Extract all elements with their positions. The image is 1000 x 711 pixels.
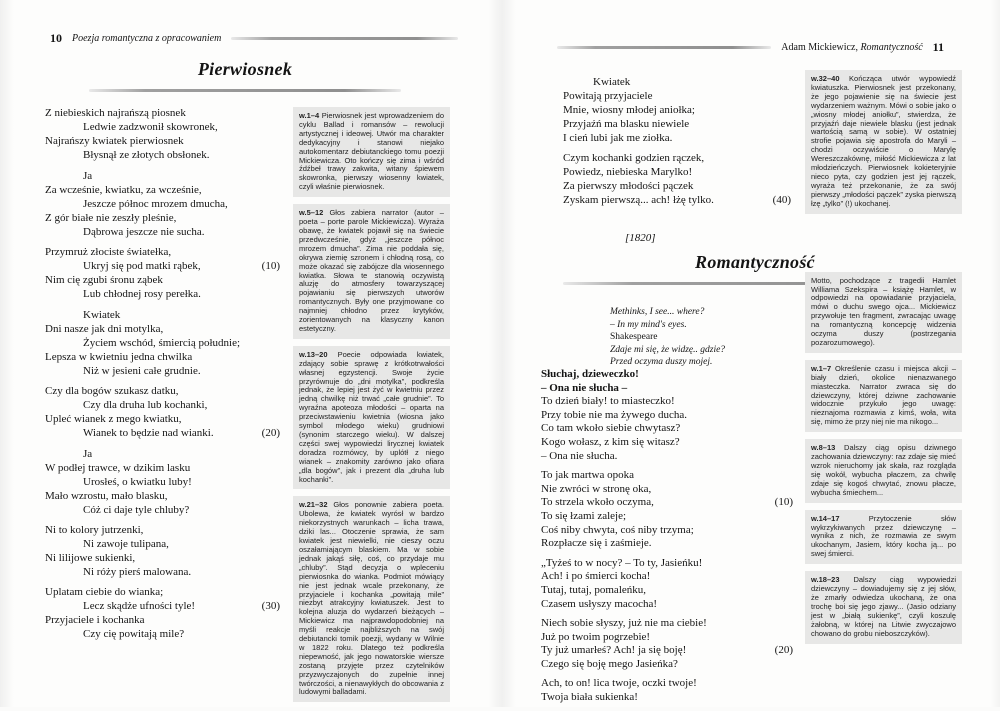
poem-line-text: Coś niby chwyta, coś niby trzyma; <box>541 523 694 536</box>
running-head-left <box>50 31 458 46</box>
poem-line <box>45 106 280 120</box>
stanza <box>563 151 791 207</box>
line-number: (10) <box>261 260 280 272</box>
poem-line <box>45 134 280 148</box>
poem-line-text: Wianek to będzie nad wianki. <box>83 427 214 439</box>
note-verse-ref: w.1–7 <box>811 363 836 373</box>
commentary-note <box>805 571 962 643</box>
poem-line-text: Za pierwszy młodości pączek <box>563 180 694 192</box>
poem-line <box>45 336 280 350</box>
note-verse-ref: w.32–40 <box>811 74 850 83</box>
poem-line <box>563 89 791 103</box>
commentary-note <box>805 360 962 432</box>
poem-line <box>45 384 280 398</box>
running-title-right <box>781 42 922 53</box>
stanza <box>45 106 280 162</box>
poem-line <box>541 450 793 464</box>
poem-line-text: Ni zawoje tulipana, <box>83 538 169 550</box>
poem-line <box>563 131 791 145</box>
poem-line <box>541 422 793 436</box>
poem-line-text: Ni to kolory jutrzenki, <box>45 524 144 536</box>
line-number: (20) <box>261 427 280 439</box>
speaker-label: Ja <box>83 448 93 460</box>
poem-line-text: W podłej trawce, w dzikim lasku <box>45 462 191 474</box>
poem-line <box>563 151 791 165</box>
commentary-note <box>293 107 450 197</box>
poem-line-text: Dąbrowa jeszcze nie sucha. <box>83 226 205 238</box>
running-head-right <box>557 40 944 55</box>
running-title-left: Poezja romantyczna z opracowaniem <box>72 33 222 44</box>
poem-line-text: To się łzami zaleje; <box>541 509 627 522</box>
note-text: Głos zabiera narrator (autor – poeta – porte parole Mickiewicza). Wyraża obawę, że kwiatek pojawił się na świecie przedwcześnie, gdyż „jeszcze północ mrozem dmucha”. Zima nie poddała się, okrywa ziemię szronem i chłodną rosą, co może okazać się zabójcze dla wiosennego kwiatka. Słowa te stanowią oczywistą aluzję do atmosfery towarzyszącej pojawianiu się pierwszych utworów romantycznych. Były one przyjmowane co najmniej chłodno przez krytyków, zorientowanych na klasyczny kanon estetyczny. <box>299 208 444 333</box>
poem-line-text: Twoja biała sukienka! <box>541 691 638 704</box>
speaker-label: Kwiatek <box>593 76 631 88</box>
poem-pierwiosnek-end <box>563 68 791 213</box>
stanza <box>45 585 280 641</box>
poem-line <box>45 211 280 225</box>
poem-line <box>541 584 793 598</box>
poem-romantycznosc <box>541 368 793 711</box>
note-verse-ref: w.21–32 <box>299 500 334 510</box>
poem-line-text: Zyskam pierwszą... ach! łżę tylko. <box>563 194 714 206</box>
poem-title-pierwiosnek: Pierwiosnek <box>197 59 293 79</box>
poem-line-text: „Tyżeś to w nocy? – To ty, Jasieńku! <box>541 556 703 569</box>
poem-line-text: Przyjaźń ma blasku niewiele <box>563 118 690 130</box>
motto-line: Zdaje mi się, że widzę.. gdzie? <box>610 344 726 355</box>
poem-line <box>45 364 280 378</box>
stanza <box>45 245 280 301</box>
poem-line <box>45 322 280 336</box>
poem-line-text: Ach! i po śmierci kocha! <box>541 570 651 583</box>
poem-line <box>45 565 280 579</box>
poem-line <box>45 273 280 287</box>
title-rule-left <box>89 89 401 92</box>
line-number: (20) <box>774 644 793 657</box>
motto-line: Methinks, I see... where? <box>610 307 705 317</box>
poem-line <box>541 677 793 691</box>
running-work: Romantyczność <box>860 42 923 53</box>
poem-line <box>541 598 793 612</box>
poem-line <box>541 368 793 382</box>
running-head-rule-left <box>231 37 458 40</box>
line-number: (10) <box>774 496 793 509</box>
poem-line <box>45 183 280 197</box>
page-fold <box>488 0 516 707</box>
poem-line <box>45 148 280 162</box>
poem-line-text: Kogo wołasz, z kim się witasz? <box>541 435 680 448</box>
poem-line-text: Z niebieskich najrańszą piosnek <box>45 107 186 119</box>
poem-line <box>45 503 280 517</box>
poem-title-romantycznosc: Romantyczność <box>695 252 815 272</box>
note-text: Dalszy ciąg opisu dziwnego zachowania dziewczyny: raz zdaje się mieć wzrok nieruchomy jak skała, raz rozgląda się wokół, wybucha płaczem, za chwilę zdaje się kogoś chwytać, znowu płacze, wybucha śmiechem... <box>811 443 956 497</box>
poem-line <box>541 617 793 631</box>
poem-line-text: Dni nasze jak dni motylka, <box>45 323 164 335</box>
poem-line <box>45 120 280 134</box>
note-verse-ref: w.18–23 <box>811 575 854 585</box>
poem-line-text: Przyjaciele i kochanka <box>45 614 145 626</box>
poem-line-text: Czy dla druha lub kochanki, <box>83 399 208 411</box>
poem-line <box>563 179 791 193</box>
poem-line-text: Nie zwróci w stronę oka, <box>541 482 652 495</box>
poem-line-text: Czym kochanki godzien rączek, <box>563 152 705 164</box>
poem-line <box>541 631 793 645</box>
left-page-edge-shadow <box>0 0 14 707</box>
commentary-note <box>293 496 450 702</box>
poem-line <box>45 197 280 211</box>
poem-line-text: Z gór białe nie zeszły pleśnie, <box>45 212 177 224</box>
poem-line-text: Rozpłacze się i zaśmieje. <box>541 537 652 550</box>
note-verse-ref: w.13–20 <box>299 349 338 359</box>
commentary-note <box>805 70 962 214</box>
poem-line-text: Ukryj się pod matki rąbek, <box>83 260 201 272</box>
poem-line <box>45 599 280 613</box>
poem-line <box>45 461 280 475</box>
poem-pierwiosnek <box>45 106 280 647</box>
stanza <box>45 447 280 517</box>
poem-line <box>541 436 793 450</box>
running-author: Adam Mickiewicz, <box>781 42 858 53</box>
poem-line <box>541 496 793 510</box>
poem-line-text: Lecz skądże ufności tyle! <box>83 600 196 612</box>
motto-line: Przed oczyma duszy mojej. <box>610 357 713 367</box>
poem-line-text: Ledwie zadzwonił skowronek, <box>83 121 218 133</box>
poem-line-text: Upleć wianek z mego kwiatku, <box>45 413 182 425</box>
poem-line-text: Przy tobie nie ma żywego ducha. <box>541 408 688 421</box>
commentary-column-right <box>805 70 962 651</box>
right-page-edge-shadow <box>990 0 1000 707</box>
poem-line-text: Przymruż złociste światełka, <box>45 246 172 258</box>
stanza <box>563 75 791 145</box>
commentary-note <box>293 346 450 490</box>
poem-line <box>541 382 793 396</box>
poem-line <box>541 483 793 497</box>
poem-line-text: To jak martwa opoka <box>541 469 635 482</box>
poem-line-text: Za wcześnie, kwiatku, za wcześnie, <box>45 184 202 196</box>
stanza <box>541 617 793 671</box>
poem-line <box>45 287 280 301</box>
note-text: Głos ponownie zabiera poeta. Ubolewa, że kwiatek wyrósł w bardzo niekorzystnych warunkach – licha trawa, dziki las... Otoczenie sprawia, że sam kwiatek jest niewielki, nie cieszy oczu oszałamiającym blaskiem. Ma w sobie jednak jakąś siłę, coś, co przydaje mu „chluby”. Stąd decyzja o wpleceniu pierwiosnka do wianka. Podmiot mówiący nie jest jednak wcale przekonany, że przyjaciele i kochanka „powitają mile” niezbyt atrakcyjny kwiatuszek. Jest to kolejna aluzja do wydarzeń bieżących – Mickiewicz ma najprawdopodobniej na myśli reakcje najbliższych na swój debiutancki tomik poezji, wydany w Wilnie w 1822 roku. Dlatego też podkreśla niepewność, jak jego nowatorskie wiersze zostaną przyjęte przez czytelników przyzwyczajonych do zupełnie innej twórczości, a nienawykłych do obcowania z ludowymi balladami. <box>299 500 444 697</box>
poem-line-text: Ach, to on! lica twoje, oczki twoje! <box>541 677 697 690</box>
page-number-right: 11 <box>932 40 944 54</box>
poem-motto <box>610 306 820 369</box>
poem-line-text: – Ona nie słucha. <box>541 449 618 462</box>
poem-line <box>45 426 280 440</box>
poem-line <box>541 691 793 705</box>
poem-line-text: Słuchaj, dzieweczko! <box>541 368 639 380</box>
line-number: (40) <box>772 194 791 206</box>
motto-line: – In my mind's eyes. <box>610 319 687 330</box>
poem-line-text: I cień lubi jak me ziołka. <box>563 132 673 144</box>
poem-line <box>45 523 280 537</box>
poem-line-text: – Ona nie słucha – <box>541 381 628 394</box>
poem-line <box>563 193 791 207</box>
stanza <box>45 384 280 440</box>
poem-line <box>45 412 280 426</box>
poem-line-text: Powitają przyjaciele <box>563 90 653 102</box>
poem-line <box>45 627 280 641</box>
poem-line <box>563 117 791 131</box>
poem-line <box>45 489 280 503</box>
poem-line <box>541 524 793 538</box>
poem-line-text: Najrańszy kwiatek pierwiosnek <box>45 135 184 147</box>
note-text: Pierwiosnek jest wprowadzeniem do cyklu Ballad i romansów – rewolucji artystycznej i ideowej. Utwór ma charakter dedykacyjny i stanowi niejako autokomentarz debiutanckiego tomu poezji Mickiewicza. Oto kończy się zima i wśród źdźbeł trawy zakwita, witany śpiewem skowronka, pierwszy wiosenny kwiatek, czyli właśnie pierwiosnek. <box>299 111 444 192</box>
note-verse-ref: w.5–12 <box>299 208 330 218</box>
stanza <box>45 523 280 579</box>
poem-line-text: Mnie, wiosny młodej aniołka; <box>563 104 695 116</box>
poem-line-text: Czy dla bogów szukasz datku, <box>45 385 179 397</box>
speaker-label: Kwiatek <box>83 309 121 321</box>
note-verse-ref: w.14–17 <box>811 513 869 523</box>
page-number-left: 10 <box>50 31 62 45</box>
poem-line-text: Tutaj, tutaj, pomaleńku, <box>541 583 647 596</box>
poem-line <box>45 585 280 599</box>
poem-line-text: Niech sobie słyszy, już nie ma ciebie! <box>541 617 707 630</box>
commentary-note <box>293 204 450 339</box>
note-text: Motto, pochodzące z tragedii Hamlet Williama Szekspira – książę Hamlet, w odpowiedzi na opowiadanie przyjaciela, mówi o duchu swego ojca... Mickiewicz przywołuje ten fragment, zwracając uwagę na romantyczną koncepcję widzenia oczyma duszy (postrzegania pozarozumowego). <box>811 275 956 347</box>
poem-line <box>45 475 280 489</box>
poem-line-text: Ni lilijowe sukienki, <box>45 552 136 564</box>
stanza <box>541 557 793 611</box>
poem-line <box>541 537 793 551</box>
motto-line: Shakespeare <box>610 332 658 342</box>
poem-line <box>45 245 280 259</box>
poem-line <box>541 409 793 423</box>
commentary-note <box>805 272 962 353</box>
poem-line-text: To strzela wkoło oczyma, <box>541 496 654 509</box>
poem-title-block-left <box>0 59 490 92</box>
commentary-note <box>805 439 962 502</box>
poem-line-text: Niż w jesieni całe grudnie. <box>83 365 201 377</box>
commentary-column-left <box>293 107 450 709</box>
poem-line-text: Mało wzrostu, mało blasku, <box>45 490 168 502</box>
stanza <box>541 469 793 551</box>
poem-line <box>45 350 280 364</box>
poem-line <box>45 225 280 239</box>
poem-line-text: Jeszcze północ mrozem dmucha, <box>83 198 228 210</box>
poem-line-text: Życiem wschód, śmiercią południe; <box>83 337 241 349</box>
poem-line <box>541 395 793 409</box>
stanza <box>541 677 793 704</box>
poem-line-text: Już po twoim pogrzebie! <box>541 630 651 643</box>
note-verse-ref: w.1–4 <box>299 111 322 120</box>
stanza <box>541 368 793 463</box>
poem-line-text: Uplatam ciebie do wianka; <box>45 586 164 598</box>
running-head-rule-right <box>557 46 771 49</box>
note-text: Przytoczenie słów wykrzykiwanych przez dziewczynę – wynika z nich, że rozmawia ze swym ukochanym, Jasiem, który kocha ją... po swej śmierci. <box>811 513 956 559</box>
stanza <box>45 169 280 239</box>
note-text: Kończąca utwór wypowiedź kwiatuszka. Pierwiosnek jest przekonany, że jego pojawienie się na świecie jest wydarzeniem ważnym. Mówi o sobie jako o „wiosny młodej aniołku”, stwierdza, że przyjaźń daje niewiele blasku (jest jednak wartością samą w sobie). W ostatniej strofie pojawia się apostrofa do Maryli – chodzi oczywiście o Marylę Wereszczakównę, miłość Mickiewicza z lat młodzieńczych. Pierwiosnek kokieteryjnie nieco pyta, czy godzien jest jej rączek, wyraża też przekonanie, że za swój pierwszy „młodości pączek” zyska pierwszą łzę „tylko” (!) ukochanej. <box>811 74 956 208</box>
poem-line-text: Czego się boję mego Jasieńka? <box>541 657 678 670</box>
poem-line <box>45 259 280 273</box>
poem-line <box>45 398 280 412</box>
poem-line <box>541 570 793 584</box>
poem-line-text: Ni róży pierś malowana. <box>83 566 192 578</box>
poem-line-text: Błysnął ze złotych obsłonek. <box>83 149 210 161</box>
poem-line <box>45 551 280 565</box>
line-number: (30) <box>261 600 280 612</box>
poem-line-text: Ty już umarłeś? Ach! ja się boję! <box>541 644 687 657</box>
poem-line <box>45 613 280 627</box>
note-text: Określenie czasu i miejsca akcji – biały dzień, okolice nienazwanego miasteczka. Narrator zwraca się do dziewczyny, której dziwne zachowanie widocznie przykuło jego uwagę: nieznajoma rozmawia z kimś, woła, wita się, mimo że przy niej nie ma nikogo... <box>811 363 956 427</box>
poem-line <box>541 557 793 571</box>
poem-line-text: Urosłeś, o kwiatku luby! <box>83 476 192 488</box>
poem-line-text: Lub chłodnej rosy perełka. <box>83 288 201 300</box>
poem-line <box>541 644 793 658</box>
speaker-label: Ja <box>83 170 93 182</box>
poem-line-text: Cóż ci daje tyle chluby? <box>83 504 190 516</box>
stanza <box>45 308 280 378</box>
note-verse-ref: w.8–13 <box>811 443 845 453</box>
poem-line-text: Czy cię powitają mile? <box>83 628 185 640</box>
poem-line-text: To dzień biały! to miasteczko! <box>541 395 675 408</box>
poem-line <box>563 165 791 179</box>
poem-line-text: Powiedz, niebieska Marylko! <box>563 166 693 178</box>
poem-line-text: Nim cię zgubi śronu ząbek <box>45 274 163 286</box>
poem-line <box>541 469 793 483</box>
poem-line <box>541 658 793 672</box>
note-text: Dalszy ciąg wypowiedzi dziewczyny – dowiadujemy się z jej słów, że zmarły odwiedza ukochaną, że ona trochę boi się jego zjawy... (Jasio odziany jest w „białą sukienkę”, czyli koszulę żałobną, w której na Litwie zwyczajowo chowano do grobu nieboszczyków). <box>811 575 956 638</box>
poem-line <box>563 103 791 117</box>
poem-line <box>45 537 280 551</box>
commentary-note <box>805 510 962 565</box>
poem-line <box>541 510 793 524</box>
note-text: Poecie odpowiada kwiatek, zdający sobie sprawę z krótkotrwałości własnej egzystencji. Swoje życie przyrównuje do „dni motylka”, podkreśla jednak, że lepiej jest żyć w kwietniu przez jedną chwilkę niż trwać „całe grudnie”. To wyraźna apoteoza młodości – oparta na przeciwstawieniu kwietnia (wiosna jako symbol młodego wieku) grudniowi (synonim starczego wieku). W dalszej części swej wypowiedzi lirycznej kwiatek doradza rozmówcy, by uplótł z niego wianek – znakomity zarówno jako ofiara „dla bogów”, jak i prezent dla „druha lub kochanki”. <box>299 349 444 484</box>
poem-line-text: Czasem usłyszy macocha! <box>541 597 658 610</box>
poem-date: [1820] <box>625 232 656 244</box>
poem-line-text: Lepsza w kwietniu jedna chwilka <box>45 351 193 363</box>
poem-line-text: Co tam wkoło siebie chwytasz? <box>541 422 681 435</box>
